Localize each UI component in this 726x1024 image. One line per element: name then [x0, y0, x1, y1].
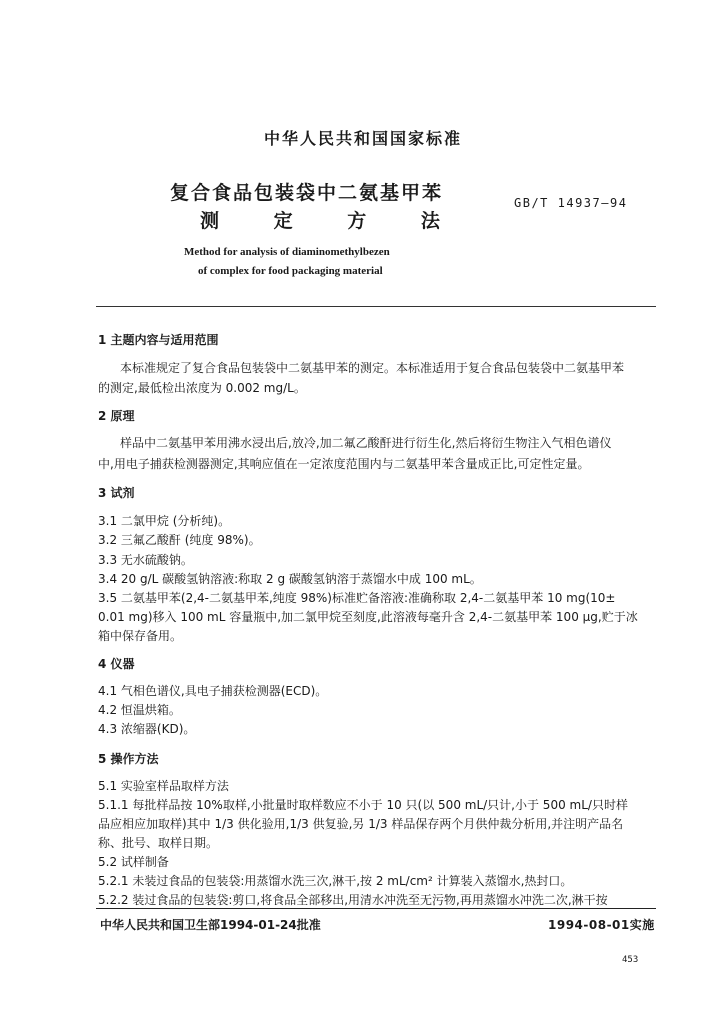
- section-3-4: 3.4 20 g/L 碳酸氢钠溶液:称取 2 g 碳酸氢钠溶于蒸馏水中成 100 mL。: [98, 572, 482, 586]
- section-1-heading: 1 主题内容与适用范围: [98, 333, 219, 347]
- section-5-2-2: 5.2.2 装过食品的包装袋:剪口,将食品全部移出,用清水冲洗至无污物,再用蒸馏水冲洗二次,淋干按: [98, 893, 608, 907]
- standard-code: GB/T 14937—94: [514, 196, 628, 210]
- national-standard-heading: 中华人民共和国国家标准: [263, 129, 462, 148]
- title-en-line1: Method for analysis of diaminomethylbezen: [184, 246, 390, 258]
- footer-divider: [96, 908, 656, 909]
- section-3-heading: 3 试剂: [98, 486, 135, 500]
- section-4-heading: 4 仪器: [98, 657, 135, 671]
- section-3-5-cont2: 箱中保存备用。: [98, 629, 183, 643]
- section-5-1-1-cont2: 称、批号、取样日期。: [98, 836, 219, 850]
- section-3-5-cont: 0.01 mg)移入 100 mL 容量瓶中,加二氯甲烷至刻度,此溶液每毫升含 2,4-二氨基甲苯 100 μg,贮于冰: [98, 610, 638, 624]
- section-1-paragraph: 本标准规定了复合食品包装袋中二氨基甲苯的测定。本标准适用于复合食品包装袋中二氨基甲苯: [120, 361, 625, 375]
- section-4-2: 4.2 恒温烘箱。: [98, 703, 181, 717]
- title-en-line2: of complex for food packaging material: [198, 265, 383, 277]
- title-cn-line2: 测 定 方 法: [200, 210, 440, 232]
- section-1-paragraph-cont: 的测定,最低检出浓度为 0.002 mg/L。: [98, 381, 306, 395]
- section-4-3: 4.3 浓缩器(KD)。: [98, 722, 196, 736]
- section-4-1: 4.1 气相色谱仪,具电子捕获检测器(ECD)。: [98, 684, 328, 698]
- page-number: 453: [622, 955, 639, 965]
- section-3-3: 3.3 无水硫酸钠。: [98, 553, 193, 567]
- section-2-paragraph-cont: 中,用电子捕获检测器测定,其响应值在一定浓度范围内与二氨基甲苯含量成正比,可定性定量。: [98, 457, 590, 471]
- title-cn-line1: 复合食品包装袋中二氨基甲苯: [170, 182, 444, 204]
- section-5-2-1: 5.2.1 未装过食品的包装袋:用蒸馏水洗三次,淋干,按 2 mL/cm² 计算装入蒸馏水,热封口。: [98, 874, 573, 888]
- section-2-paragraph: 样品中二氨基甲苯用沸水浸出后,放冷,加二氟乙酸酐进行衍生化,然后将衍生物注入气相色谱仪: [120, 436, 612, 450]
- implementation-date: 1994-08-01实施: [548, 918, 655, 932]
- section-3-5: 3.5 二氨基甲苯(2,4-二氨基甲苯,纯度 98%)标准贮备溶液:准确称取 2,4-二氨基甲苯 10 mg(10±: [98, 591, 616, 605]
- section-3-1: 3.1 二氯甲烷 (分析纯)。: [98, 514, 231, 528]
- section-5-1: 5.1 实验室样品取样方法: [98, 779, 229, 793]
- section-5-heading: 5 操作方法: [98, 752, 159, 766]
- section-5-1-1-cont: 品应相应加取样)其中 1/3 供化验用,1/3 供复验,另 1/3 样品保存两个月供仲裁分析用,并注明产品名: [98, 817, 624, 831]
- section-2-heading: 2 原理: [98, 409, 135, 423]
- section-3-2: 3.2 三氟乙酸酐 (纯度 98%)。: [98, 533, 261, 547]
- approval-line: 中华人民共和国卫生部1994-01-24批准: [100, 918, 321, 932]
- section-5-1-1: 5.1.1 每批样品按 10%取样,小批量时取样数应不小于 10 只(以 500 mL/只计,小于 500 mL/只时样: [98, 798, 628, 812]
- section-5-2: 5.2 试样制备: [98, 855, 169, 869]
- header-divider: [96, 306, 656, 307]
